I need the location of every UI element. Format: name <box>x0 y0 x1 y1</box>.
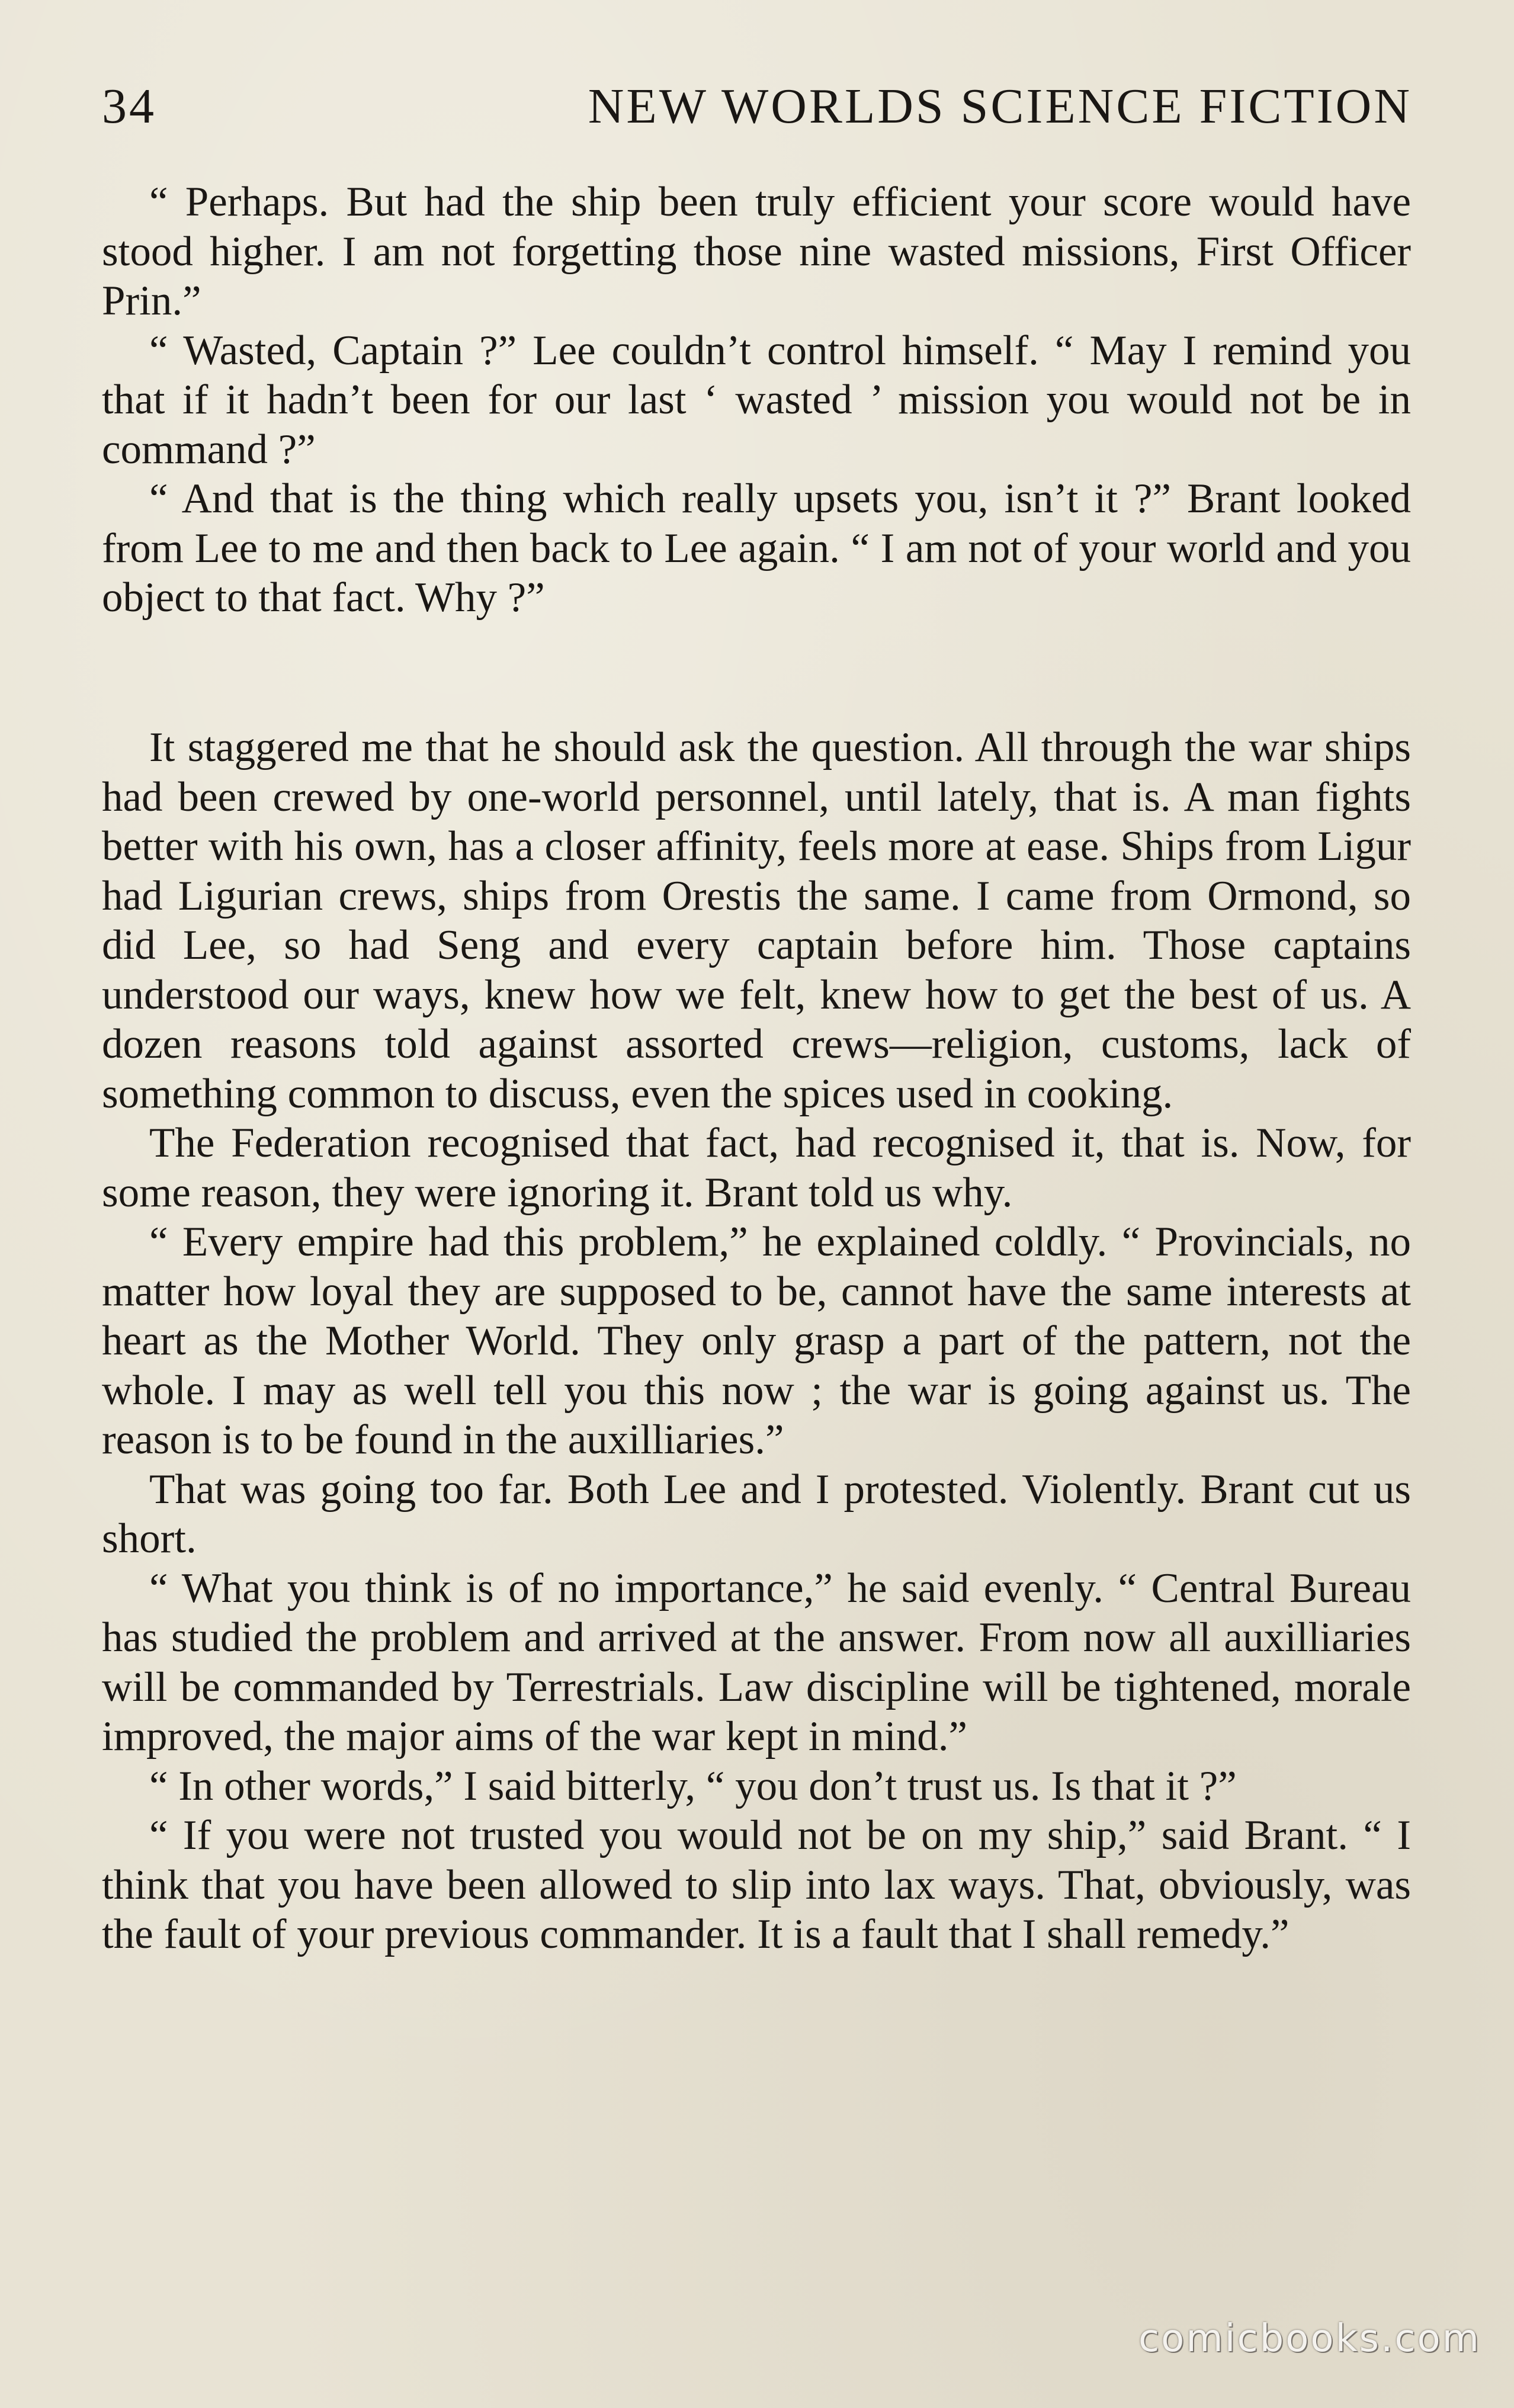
watermark: comicbooks.com <box>1138 2317 1481 2361</box>
paragraph: “ Wasted, Captain ?” Lee couldn’t control himself. “ May I remind you that if it hadn’t been for our last ‘ wasted ’ mission you would not be in command ?” <box>102 327 1411 473</box>
page-header <box>102 78 1412 135</box>
running-title: NEW WORLDS SCIENCE FICTION <box>588 79 1412 134</box>
paragraph: That was going too far. Both Lee and I protested. Violently. Brant cut us short. <box>102 1466 1411 1562</box>
paragraph: “ In other words,” I said bitterly, “ you don’t trust us. Is that it ?” <box>149 1762 1237 1809</box>
paragraph: The Federation recognised that fact, had recognised it, that is. Now, for some reason, they were ignoring it. Brant told us why. <box>102 1120 1411 1216</box>
paragraph: “ What you think is of no importance,” he said evenly. “ Central Bureau has studied the problem and arrived at the answer. From now all auxilliaries will be commanded by Terrestrials. Law discipline will be tightened, morale improved, the major aims of the war kept in mind.” <box>102 1565 1411 1760</box>
text-section-dialogue <box>102 178 1411 623</box>
paragraph: “ And that is the thing which really upsets you, isn’t it ?” Brant looked from Lee to me and then back to Lee again. “ I am not of your world and you object to that fact. Why ?” <box>102 476 1411 621</box>
paragraph: “ If you were not trusted you would not be on my ship,” said Brant. “ I think that you have been allowed to slip into lax ways. That, obviously, was the fault of your previous commander. It is a fault that I shall remedy.” <box>102 1812 1411 1957</box>
paragraph: “ Every empire had this problem,” he explained coldly. “ Provincials, no matter how loyal they are supposed to be, cannot have the same interests at heart as the Mother World. They only grasp a part of the pattern, not the whole. I may as well tell you this now ; the war is going against us. The reason is to be found in the auxilliaries.” <box>102 1219 1411 1463</box>
paragraph: “ Perhaps. But had the ship been truly efficient your score would have stood higher. I am not forgetting those nine wasted missions, First Officer Prin.” <box>102 179 1411 324</box>
text-section-narrative <box>102 723 1411 1960</box>
page-number: 34 <box>102 79 156 134</box>
paragraph: It staggered me that he should ask the question. All through the war ships had been crewed by one-world personnel, until lately, that is. A man fights better with his own, has a closer affinity, feels more at ease. Ships from Ligur had Ligurian crews, ships from Orestis the same. I came from Ormond, so did Lee, so had Seng and every captain before him. Those captains understood our ways, knew how we felt, knew how to get the best of us. A dozen reasons told against assorted crews—religion, customs, lack of something common to discuss, even the spices used in cooking. <box>102 724 1411 1117</box>
